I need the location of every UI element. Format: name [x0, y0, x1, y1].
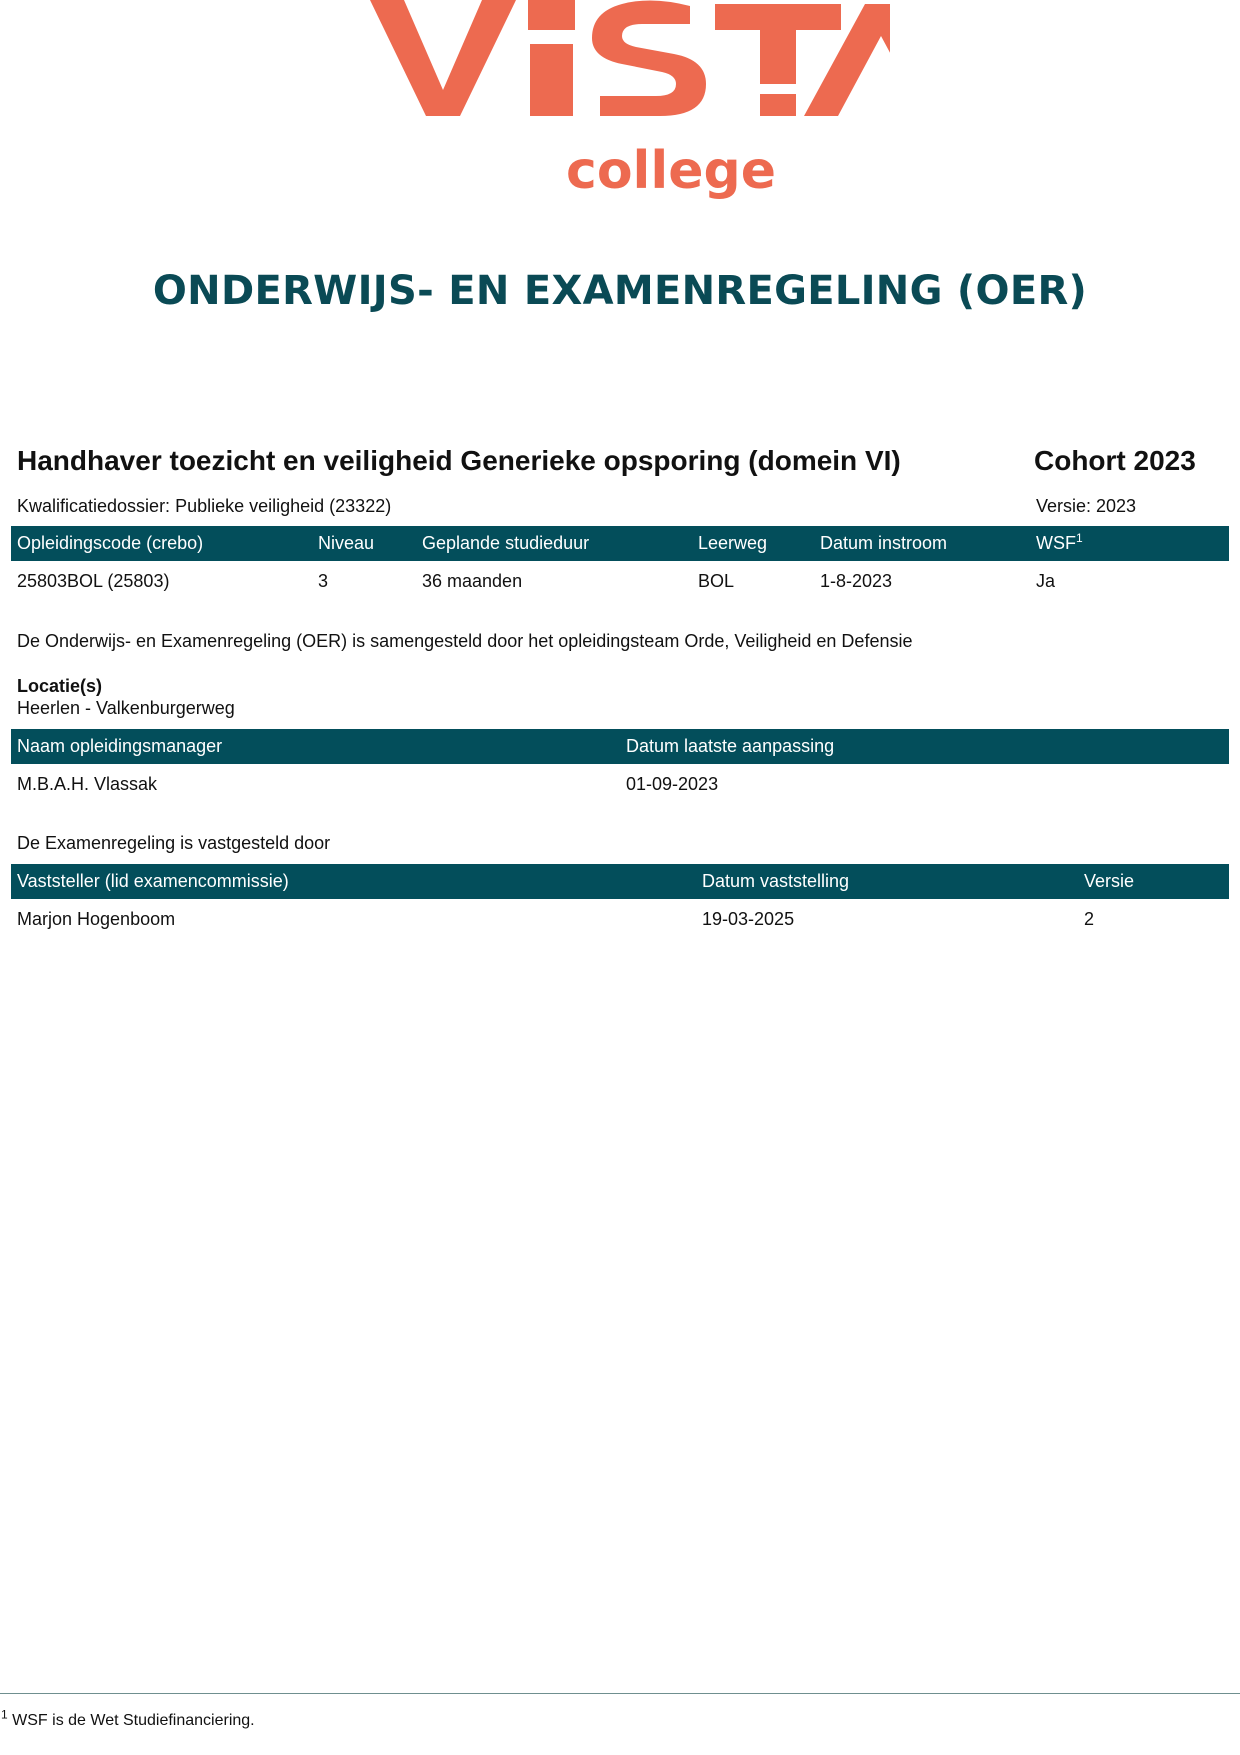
document-title: ONDERWIJS- EN EXAMENREGELING (OER): [152, 268, 1088, 314]
cell-manager: M.B.A.H. Vlassak: [17, 773, 158, 794]
location-value: Heerlen - Valkenburgerweg: [17, 698, 235, 718]
version-label: Versie: 2023: [1036, 496, 1137, 516]
header-vaststeller: Vaststeller (lid examencommissie): [11, 864, 696, 899]
header-last-modified: Datum laatste aanpassing: [620, 729, 1229, 764]
cell-instroom: 1-8-2023: [820, 570, 893, 591]
header-instroom: Datum instroom: [814, 526, 1030, 561]
qualification-dossier: Kwalificatiedossier: Publieke veiligheid (23322): [17, 496, 392, 516]
header-niveau: Niveau: [312, 526, 416, 561]
cell-last-modified: 01-09-2023: [626, 773, 719, 794]
established-by-text: De Examenregeling is vastgesteld door: [17, 833, 331, 853]
logo-subtitle: college: [566, 141, 776, 201]
vista-college-logo: [360, 0, 890, 215]
location-label: Locatie(s): [17, 676, 103, 696]
cell-studieduur: 36 maanden: [422, 570, 523, 591]
header-wsf: [1030, 526, 1229, 561]
header-manager: Naam opleidingsmanager: [11, 729, 620, 764]
header-versie: Versie: [1078, 864, 1229, 899]
committee-table: [11, 864, 1229, 939]
cell-versie: 2: [1084, 908, 1095, 929]
composed-by-text: De Onderwijs- en Examenregeling (OER) is samengesteld door het opleidingsteam Orde, Veiligheid en Defensie: [17, 631, 913, 651]
header-datum-vaststelling: Datum vaststelling: [696, 864, 1078, 899]
program-table-header: [11, 526, 1229, 561]
header-crebo: Opleidingscode (crebo): [11, 526, 312, 561]
course-title: Handhaver toezicht en veiligheid Generieke opsporing (domein VI): [17, 445, 901, 476]
cell-niveau: 3: [318, 570, 329, 591]
committee-table-header: [11, 864, 1229, 899]
table-row: [11, 561, 1229, 601]
header-studieduur: Geplande studieduur: [416, 526, 692, 561]
cell-leerweg: BOL: [698, 570, 735, 591]
program-table: [11, 526, 1229, 601]
manager-table-header: [11, 729, 1229, 764]
manager-table: [11, 729, 1229, 804]
table-row: [11, 899, 1229, 939]
table-row: [11, 764, 1229, 804]
footnote-text: WSF is de Wet Studiefinanciering.: [12, 1712, 255, 1729]
footnote-number: 1: [1, 1707, 8, 1722]
header-wsf-label: WSF: [1036, 533, 1076, 553]
cell-datum-vaststelling: 19-03-2025: [702, 908, 795, 929]
footnote-ref: 1: [1076, 531, 1083, 545]
footnote-divider: [0, 1693, 1240, 1694]
cell-crebo: 25803BOL (25803): [17, 570, 170, 591]
cohort-label: Cohort 2023: [1034, 445, 1196, 476]
cell-vaststeller: Marjon Hogenboom: [17, 908, 176, 929]
cell-wsf: Ja: [1036, 570, 1056, 591]
footnote: [1, 1707, 255, 1730]
header-leerweg: Leerweg: [692, 526, 814, 561]
